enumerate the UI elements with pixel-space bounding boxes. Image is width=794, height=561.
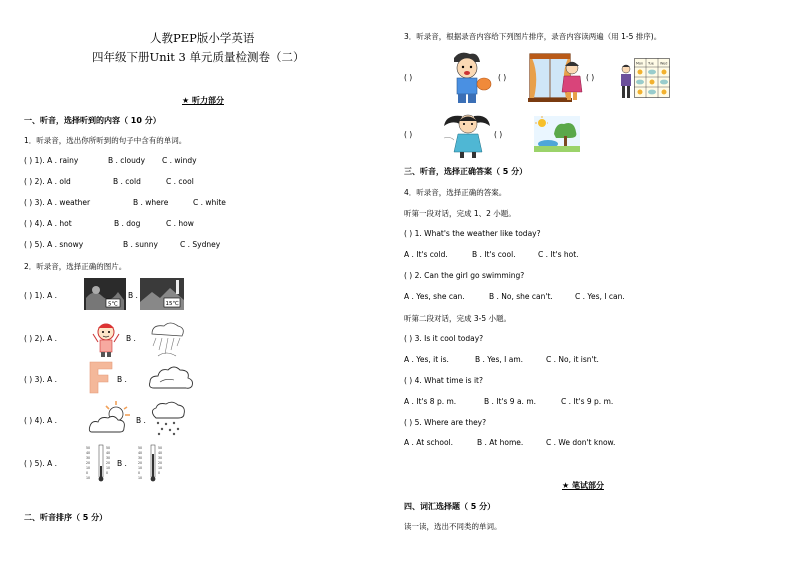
hot-boy-image — [90, 320, 122, 358]
svg-text:10: 10 — [138, 476, 143, 480]
thermometer-a-image — [86, 444, 116, 482]
q4-item-4-c: C . It's 9 p. m. — [561, 397, 614, 406]
dialogue1-note: 听第一段对话，完成 1、2 小题。 — [404, 209, 516, 218]
q1-item-c: C . windy — [162, 156, 197, 165]
letter-f-image — [88, 360, 114, 394]
q4-item-1-a: A . It's cold. — [404, 250, 448, 259]
svg-text:10: 10 — [86, 466, 91, 470]
svg-text:50: 50 — [138, 446, 143, 450]
q3-instruction: 3．听录音，根据录音内容给下列图片排序，录音内容读两遍（用 1-5 排序)。 — [404, 32, 662, 41]
svg-text:0: 0 — [158, 471, 161, 475]
q3-paren-5: ( ) — [494, 130, 503, 139]
q1-item-c: C . white — [193, 198, 226, 207]
weather-schedule-image — [634, 58, 670, 98]
q4-item-1-b: B . It's cool. — [472, 250, 516, 259]
svg-text:0: 0 — [106, 471, 109, 475]
q1-item-b: B . cloudy — [108, 156, 146, 165]
svg-text:30: 30 — [86, 456, 91, 460]
q4-item-5-c: C . We don't know. — [546, 438, 616, 447]
q4-item-4-b: B . It's 9 a. m. — [484, 397, 537, 406]
svg-text:10: 10 — [158, 466, 163, 470]
q1-item-a: ( ) 5). A . snowy — [24, 240, 84, 249]
q4-item-4: ( ) 4. What time is it? — [404, 376, 483, 385]
doc-title: 人教PEP版小学英语 — [150, 31, 255, 45]
q3-paren-3: ( ) — [586, 73, 595, 82]
svg-text:30: 30 — [158, 456, 163, 460]
svg-text:20: 20 — [138, 461, 143, 465]
section1-title: 一、听音，选择听到的内容（ 10 分） — [24, 116, 161, 125]
girl-wind-image — [442, 112, 492, 160]
q2-item-4-b: B . — [136, 416, 146, 425]
q4-item-1: ( ) 1. What's the weather like today? — [404, 229, 541, 238]
svg-text:10: 10 — [106, 466, 111, 470]
q4-item-5-b: B . At home. — [477, 438, 524, 447]
man-image — [618, 64, 634, 100]
svg-text:0: 0 — [138, 471, 141, 475]
q4-item-3: ( ) 3. Is it cool today? — [404, 334, 484, 343]
q4-item-2-b: B . No, she can't. — [489, 292, 553, 301]
svg-text:50: 50 — [86, 446, 91, 450]
q1-item-b: B . where — [133, 198, 169, 207]
q2-item-3-b: B . — [117, 375, 127, 384]
thermometer-b-image — [138, 444, 168, 482]
cool-scene-image — [140, 278, 184, 310]
svg-text:20: 20 — [86, 461, 91, 465]
q1-item-a: ( ) 2). A . old — [24, 177, 71, 186]
q3-paren-1: ( ) — [404, 73, 413, 82]
sunny-park-image — [534, 116, 580, 152]
svg-text:40: 40 — [138, 451, 143, 455]
svg-text:10: 10 — [86, 476, 91, 480]
q1-item-a: ( ) 4). A . hot — [24, 219, 72, 228]
q2-item-5-b: B . — [117, 459, 127, 468]
svg-text:40: 40 — [86, 451, 91, 455]
q1-item-c: C . Sydney — [180, 240, 221, 249]
q4-item-2-c: C . Yes, I can. — [575, 292, 625, 301]
q4-item-3-a: A . Yes, it is. — [404, 355, 449, 364]
q4-item-1-c: C . It's hot. — [538, 250, 579, 259]
svg-text:20: 20 — [106, 461, 111, 465]
svg-text:20: 20 — [158, 461, 163, 465]
q1-item-b: B . sunny — [123, 240, 158, 249]
q2-item-5-label: ( ) 5). A . — [24, 459, 57, 468]
sched-mon: Mon — [636, 61, 644, 66]
q4-item-5: ( ) 5. Where are they? — [404, 418, 487, 427]
q4-item-3-c: C . No, it isn't. — [546, 355, 599, 364]
q4-instruction: 4．听录音，选择正确的答案。 — [404, 188, 507, 197]
svg-text:50: 50 — [106, 446, 111, 450]
q2-item-2-label: ( ) 2). A . — [24, 334, 57, 343]
svg-text:10: 10 — [138, 466, 143, 470]
cloud-image — [148, 362, 194, 392]
temp-label-b: 15℃ — [165, 301, 179, 307]
q3-paren-4: ( ) — [404, 130, 413, 139]
rain-image — [148, 320, 186, 358]
q1-item-c: C . how — [166, 219, 194, 228]
q4-item-2: ( ) 2. Can the girl go swimming? — [404, 271, 525, 280]
q1-item-a: ( ) 3). A . weather — [24, 198, 91, 207]
sched-wed: Wed — [660, 61, 668, 66]
section2-title: 二、听音排序（ 5 分） — [24, 513, 108, 522]
q4-item-4-a: A . It's 8 p. m. — [404, 397, 457, 406]
temp-label-a: 5℃ — [108, 301, 118, 308]
section3-title: 三、听音，选择正确答案（ 5 分） — [404, 167, 528, 176]
svg-text:30: 30 — [138, 456, 143, 460]
boy-fan-image — [440, 50, 494, 106]
section4-title: 四、词汇选择题（ 5 分） — [404, 502, 496, 511]
doc-subtitle: 四年级下册Unit 3 单元质量检测卷（二） — [92, 50, 305, 64]
q2-instruction: 2．听录音，选择正确的图片。 — [24, 262, 127, 271]
written-banner: ★ 笔试部分 — [562, 481, 604, 490]
listening-banner: ★ 听力部分 — [182, 96, 224, 105]
svg-text:50: 50 — [158, 446, 163, 450]
svg-text:40: 40 — [106, 451, 111, 455]
q4-item-3-b: B . Yes, I am. — [475, 355, 524, 364]
q2-item-2-b: B . — [126, 334, 136, 343]
q4-item-2-a: A . Yes, she can. — [404, 292, 465, 301]
q4-item-5-a: A . At school. — [404, 438, 454, 447]
q2-item-4-label: ( ) 4). A . — [24, 416, 57, 425]
svg-text:30: 30 — [106, 456, 111, 460]
q1-item-a: ( ) 1). A . rainy — [24, 156, 79, 165]
girl-image — [560, 60, 584, 102]
section4-instruction: 读一读，选出不同类的单词。 — [404, 522, 502, 531]
q2-item-1-b: B . — [128, 291, 138, 300]
q1-item-c: C . cool — [166, 177, 194, 186]
sched-tue: Tue — [648, 61, 654, 66]
q3-paren-2: ( ) — [498, 73, 507, 82]
dialogue2-note: 听第二段对话，完成 3-5 小题。 — [404, 314, 512, 323]
sunny-cloud-image — [88, 400, 132, 436]
q1-item-b: B . cold — [113, 177, 141, 186]
q2-item-3-label: ( ) 3). A . — [24, 375, 57, 384]
q1-item-b: B . dog — [114, 219, 141, 228]
q1-instruction: 1．听录音，选出你所听到的句子中含有的单词。 — [24, 136, 187, 145]
q2-item-1-label: ( ) 1). A . — [24, 291, 57, 300]
snow-cloud-image — [150, 400, 186, 436]
cold-scene-image — [84, 278, 126, 310]
svg-text:0: 0 — [86, 471, 89, 475]
svg-text:40: 40 — [158, 451, 163, 455]
